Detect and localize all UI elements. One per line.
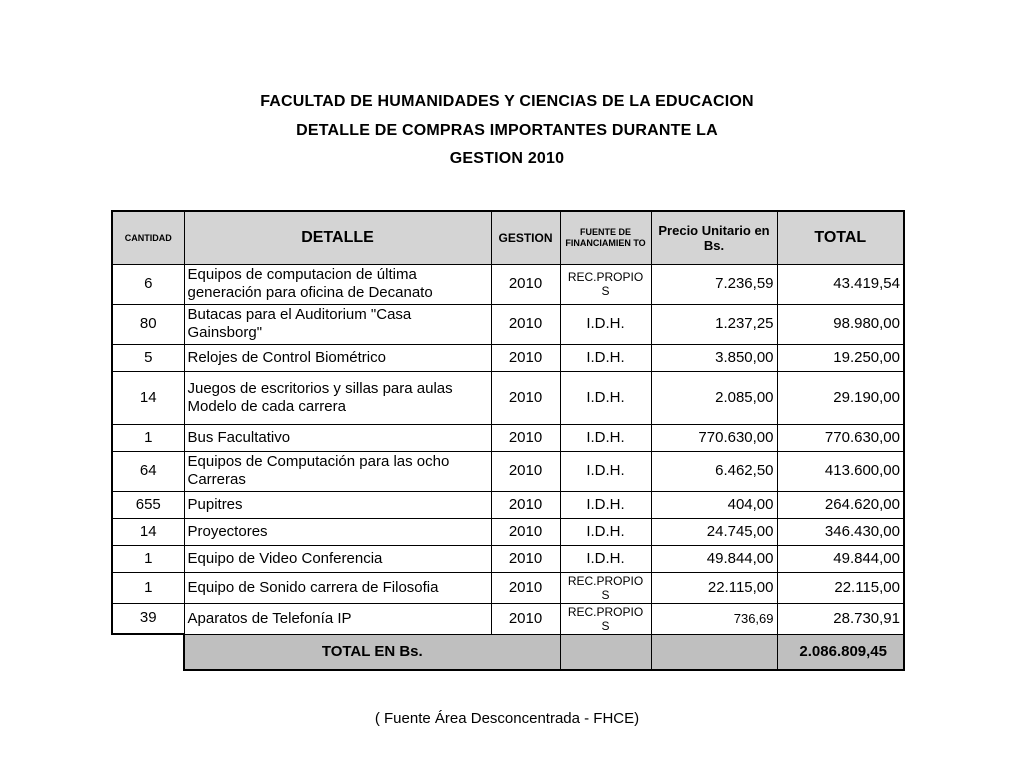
cell-fuente: I.D.H. [560, 518, 651, 545]
cell-precio-unitario: 2.085,00 [651, 371, 777, 424]
cell-fuente: REC.PROPIO S [560, 264, 651, 304]
cell-detalle: Relojes de Control Biométrico [184, 344, 491, 371]
cell-precio-unitario: 49.844,00 [651, 545, 777, 572]
cell-cantidad: 14 [112, 371, 184, 424]
cell-detalle: Equipo de Video Conferencia [184, 545, 491, 572]
header-cantidad: CANTIDAD [112, 211, 184, 264]
cell-fuente: I.D.H. [560, 344, 651, 371]
cell-cantidad: 80 [112, 304, 184, 344]
cell-precio-unitario: 1.237,25 [651, 304, 777, 344]
cell-fuente: I.D.H. [560, 424, 651, 451]
total-row [112, 634, 904, 670]
title-faculty: FACULTAD DE HUMANIDADES Y CIENCIAS DE LA EDUCACION [260, 93, 754, 110]
grand-total-value: 2.086.809,45 [777, 634, 904, 670]
cell-fuente: I.D.H. [560, 491, 651, 518]
source-note: ( Fuente Área Desconcentrada - FHCE) [374, 710, 640, 727]
cell-total: 346.430,00 [777, 518, 904, 545]
cell-precio-unitario: 770.630,00 [651, 424, 777, 451]
cell-total: 770.630,00 [777, 424, 904, 451]
cell-detalle: Bus Facultativo [184, 424, 491, 451]
header-gestion: GESTION [491, 211, 560, 264]
cell-precio-unitario: 3.850,00 [651, 344, 777, 371]
cell-precio-unitario: 22.115,00 [651, 572, 777, 603]
cell-detalle: Pupitres [184, 491, 491, 518]
cell-total: 28.730,91 [777, 603, 904, 634]
cell-gestion: 2010 [491, 518, 560, 545]
cell-cantidad: 39 [112, 603, 184, 634]
table-row [112, 545, 904, 572]
cell-precio-unitario: 7.236,59 [651, 264, 777, 304]
cell-gestion: 2010 [491, 451, 560, 491]
cell-precio-unitario: 736,69 [651, 603, 777, 634]
cell-fuente: I.D.H. [560, 304, 651, 344]
cell-total: 19.250,00 [777, 344, 904, 371]
cell-total: 264.620,00 [777, 491, 904, 518]
cell-cantidad: 1 [112, 424, 184, 451]
cell-gestion: 2010 [491, 344, 560, 371]
purchases-table [111, 210, 905, 671]
cell-cantidad: 6 [112, 264, 184, 304]
cell-total: 49.844,00 [777, 545, 904, 572]
header-fuente: FUENTE DE FINANCIAMIEN TO [560, 211, 651, 264]
total-row-filler [560, 634, 651, 670]
cell-gestion: 2010 [491, 371, 560, 424]
cell-detalle: Aparatos de Telefonía IP [184, 603, 491, 634]
cell-detalle: Equipo de Sonido carrera de Filosofia [184, 572, 491, 603]
cell-gestion: 2010 [491, 304, 560, 344]
title-gestion: GESTION 2010 [449, 150, 565, 167]
total-row-blank [112, 634, 184, 670]
cell-fuente: I.D.H. [560, 451, 651, 491]
cell-detalle: Juegos de escritorios y sillas para aulas Modelo de cada carrera [184, 371, 491, 424]
cell-detalle: Butacas para el Auditorium "Casa Gainsborg" [184, 304, 491, 344]
table-row [112, 304, 904, 344]
cell-total: 98.980,00 [777, 304, 904, 344]
cell-fuente: REC.PROPIO S [560, 603, 651, 634]
cell-cantidad: 5 [112, 344, 184, 371]
cell-gestion: 2010 [491, 264, 560, 304]
cell-cantidad: 655 [112, 491, 184, 518]
table-row [112, 424, 904, 451]
table-row [112, 603, 904, 634]
title-detail: DETALLE DE COMPRAS IMPORTANTES DURANTE LA [296, 121, 718, 139]
cell-total: 29.190,00 [777, 371, 904, 424]
header-total: TOTAL [777, 211, 904, 264]
cell-detalle: Proyectores [184, 518, 491, 545]
cell-cantidad: 1 [112, 572, 184, 603]
cell-fuente: I.D.H. [560, 371, 651, 424]
cell-total: 413.600,00 [777, 451, 904, 491]
cell-fuente: I.D.H. [560, 545, 651, 572]
cell-gestion: 2010 [491, 545, 560, 572]
cell-precio-unitario: 6.462,50 [651, 451, 777, 491]
table-row [112, 451, 904, 491]
total-label: TOTAL EN Bs. [184, 634, 560, 670]
table-row [112, 371, 904, 424]
document-titles [0, 88, 1014, 174]
total-row-filler [651, 634, 777, 670]
table-row [112, 518, 904, 545]
cell-detalle: Equipos de Computación para las ocho Carreras [184, 451, 491, 491]
table-row [112, 344, 904, 371]
cell-cantidad: 1 [112, 545, 184, 572]
table-header-row [112, 211, 904, 264]
table-row [112, 491, 904, 518]
header-precio-unitario: Precio Unitario en Bs. [651, 211, 777, 264]
table-row [112, 264, 904, 304]
cell-total: 43.419,54 [777, 264, 904, 304]
cell-gestion: 2010 [491, 572, 560, 603]
header-detalle: DETALLE [184, 211, 491, 264]
cell-gestion: 2010 [491, 603, 560, 634]
cell-precio-unitario: 404,00 [651, 491, 777, 518]
cell-gestion: 2010 [491, 424, 560, 451]
cell-fuente: REC.PROPIO S [560, 572, 651, 603]
cell-gestion: 2010 [491, 491, 560, 518]
cell-precio-unitario: 24.745,00 [651, 518, 777, 545]
cell-detalle: Equipos de computacion de última generación para oficina de Decanato [184, 264, 491, 304]
cell-total: 22.115,00 [777, 572, 904, 603]
table-row [112, 572, 904, 603]
cell-cantidad: 14 [112, 518, 184, 545]
cell-cantidad: 64 [112, 451, 184, 491]
